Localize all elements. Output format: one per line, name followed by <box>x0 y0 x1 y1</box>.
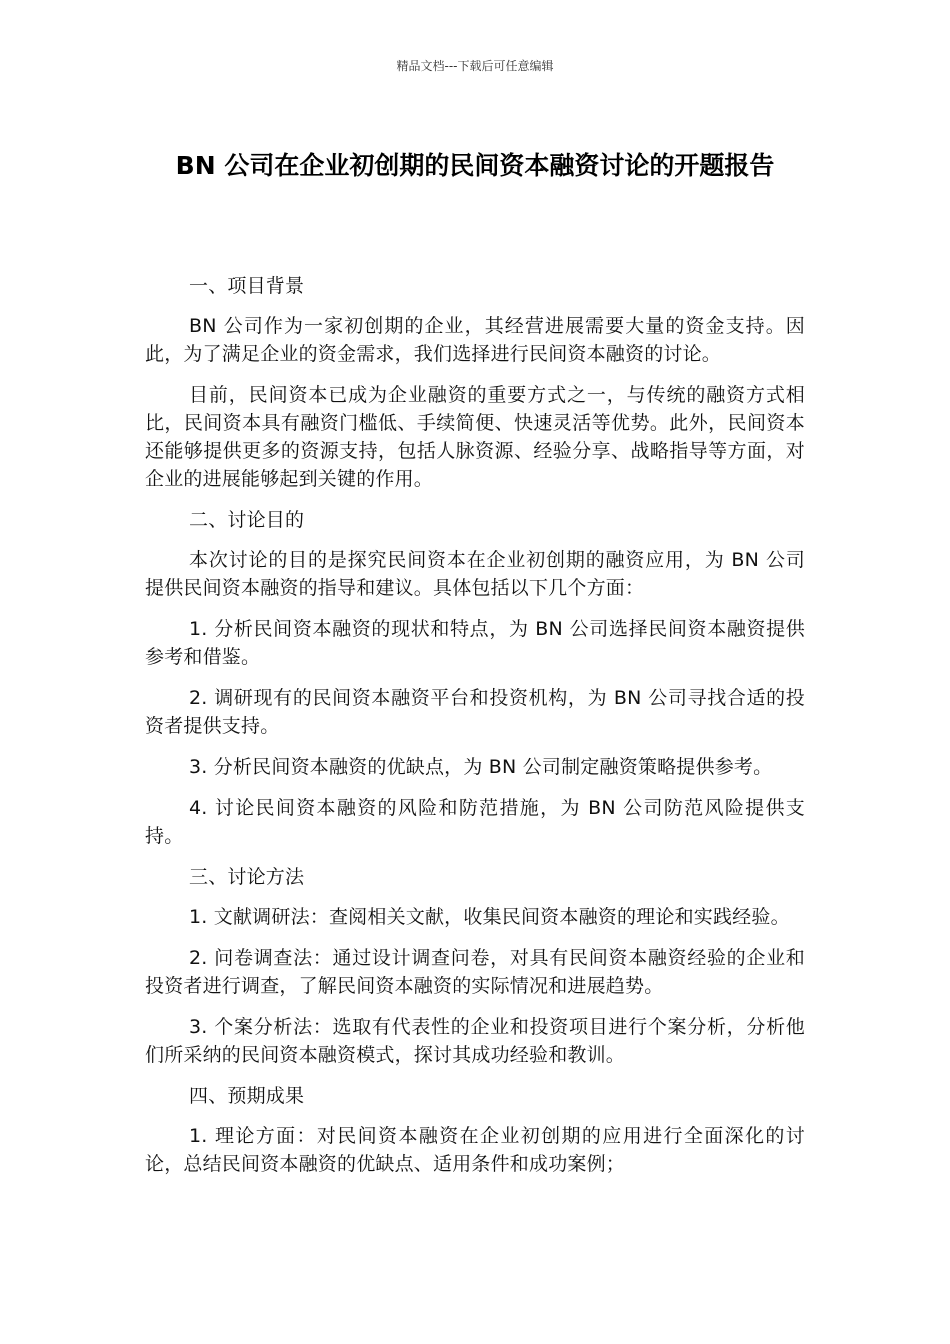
list-item: 1. 文献调研法：查阅相关文献，收集民间资本融资的理论和实践经验。 <box>189 906 790 928</box>
section-heading-background: 一、项目背景 <box>189 275 305 297</box>
page-header: 精品文档---下载后可任意编辑 <box>396 59 554 73</box>
paragraph: 本次讨论的目的是探究民间资本在企业初创期的融资应用，为 BN 公司提供民间资本融资的指导和建议。具体包括以下几个方面： <box>145 549 805 599</box>
paragraph: BN 公司作为一家初创期的企业，其经营进展需要大量的资金支持。因此，为了满足企业的资金需求，我们选择进行民间资本融资的讨论。 <box>145 315 805 365</box>
list-item: 3. 个案分析法：选取有代表性的企业和投资项目进行个案分析，分析他们所采纳的民间资本融资模式，探讨其成功经验和教训。 <box>145 1016 805 1066</box>
list-item: 1. 理论方面：对民间资本融资在企业初创期的应用进行全面深化的讨论，总结民间资本融资的优缺点、适用条件和成功案例； <box>145 1125 805 1175</box>
list-item: 1. 分析民间资本融资的现状和特点，为 BN 公司选择民间资本融资提供参考和借鉴。 <box>145 618 805 668</box>
list-item: 2. 问卷调查法：通过设计调查问卷，对具有民间资本融资经验的企业和投资者进行调查，了解民间资本融资的实际情况和进展趋势。 <box>145 947 805 997</box>
document-title: BN 公司在企业初创期的民间资本融资讨论的开题报告 <box>175 151 775 180</box>
section-heading-purpose: 二、讨论目的 <box>189 509 305 531</box>
list-item: 4. 讨论民间资本融资的风险和防范措施，为 BN 公司防范风险提供支持。 <box>145 797 805 847</box>
section-heading-outcomes: 四、预期成果 <box>189 1085 305 1107</box>
section-heading-methods: 三、讨论方法 <box>189 866 305 888</box>
list-item: 2. 调研现有的民间资本融资平台和投资机构，为 BN 公司寻找合适的投资者提供支持。 <box>145 687 805 737</box>
paragraph: 目前，民间资本已成为企业融资的重要方式之一，与传统的融资方式相比，民间资本具有融资门槛低、手续简便、快速灵活等优势。此外，民间资本还能够提供更多的资源支持，包括人脉资源、经验分享、战略指导等方面，对企业的进展能够起到关键的作用。 <box>145 384 805 490</box>
document-body <box>145 272 805 1191</box>
list-item: 3. 分析民间资本融资的优缺点，为 BN 公司制定融资策略提供参考。 <box>189 756 773 778</box>
